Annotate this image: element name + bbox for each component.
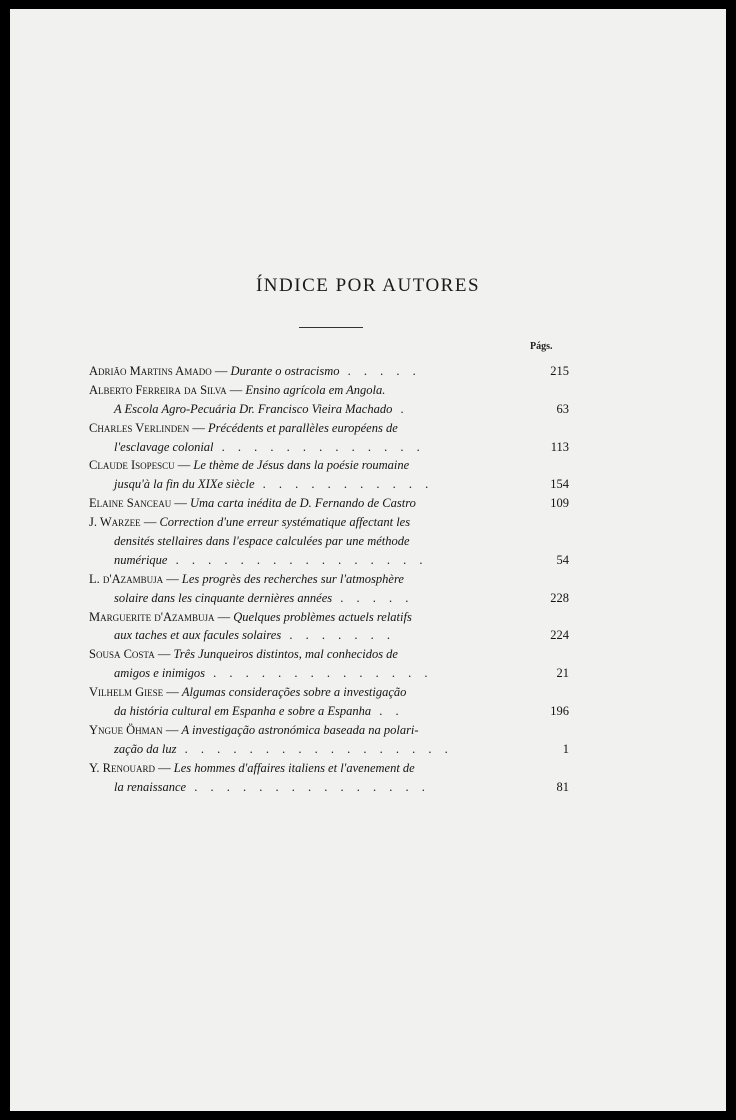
entry-page-number: 224 [550, 628, 569, 643]
entry-title: numérique [114, 552, 168, 567]
entry-separator: — [211, 364, 231, 378]
entry-title: Durante o ostracismo [230, 364, 340, 378]
entry-author: Yngue Öhman [89, 722, 163, 737]
leader-dots: . . . . . . . . . . . . . . . . . [176, 741, 453, 756]
entry-author: Alberto Ferreira da Silva [89, 382, 227, 397]
entry-title: Uma carta inédita de D. Fernando de Castro [189, 496, 416, 511]
leader-dots: . . . . . . . . . . . . . . [204, 666, 433, 681]
entry-title: l'esclavage colonial [114, 439, 214, 454]
index-entry [89, 513, 569, 570]
entry-separator: — [162, 722, 182, 737]
entry-title: Précédents et parallèles européens de [208, 420, 398, 435]
index-entry-line [89, 475, 569, 494]
entry-title: solaire dans les cinquante dernières années [114, 590, 333, 605]
entry-title: zação da luz [114, 741, 177, 756]
index-entry-line [89, 683, 569, 702]
author-index-list [89, 362, 569, 796]
entry-author: J. Warzee [89, 515, 141, 530]
leader-dots: . . . . . [339, 364, 421, 378]
entry-title: A investigação astronómica baseada na polari- [181, 722, 419, 737]
index-entry-line [89, 664, 569, 683]
entry-title: Correction d'une erreur systématique affectant les [159, 515, 411, 530]
entry-page-number: 154 [550, 477, 569, 492]
entry-title: Algumas considerações sobre a investigação [181, 685, 407, 700]
index-entry-line [89, 400, 569, 419]
entry-separator: — [163, 571, 182, 586]
entry-separator: — [154, 647, 174, 662]
index-entry [89, 721, 569, 759]
entry-author: Adrião Martins Amado [89, 364, 212, 378]
entry-author: Claude Isopescu [89, 458, 175, 473]
entry-title: Ensino agrícola em Angola. [245, 382, 386, 397]
index-entry [89, 362, 569, 381]
index-entry [89, 570, 569, 608]
title-rule [299, 327, 363, 328]
index-entry [89, 645, 569, 683]
entry-title: Les progrès des recherches sur l'atmosphère [181, 571, 404, 586]
index-entry [89, 759, 569, 797]
index-entry-line [89, 532, 569, 551]
index-entry-line [89, 456, 569, 475]
entry-separator: — [140, 515, 160, 530]
leader-dots: . . [371, 704, 404, 719]
entry-page-number: 1 [562, 741, 569, 756]
index-entry [89, 608, 569, 646]
entry-page-number: 63 [556, 401, 569, 416]
entry-title: la renaissance [114, 779, 187, 794]
entry-title: jusqu'à la fin du XIXe siècle [114, 477, 255, 492]
index-entry-line [89, 551, 569, 570]
entry-separator: — [155, 760, 174, 775]
leader-dots: . . . . . . . . . . . . . [213, 439, 425, 454]
index-entry-line [89, 494, 569, 513]
entry-separator: — [226, 382, 246, 397]
entry-page-number: 215 [550, 364, 569, 378]
document-page [10, 9, 726, 1111]
entry-page-number: 228 [550, 590, 569, 605]
index-entry-line [89, 645, 569, 664]
leader-dots: . [392, 401, 409, 416]
index-entry [89, 419, 569, 457]
page-title: ÍNDICE POR AUTORES [255, 275, 481, 296]
entry-author: L. d'Azambuja [89, 571, 164, 586]
entry-page-number: 54 [556, 552, 569, 567]
index-entry [89, 381, 569, 419]
index-entry-line [89, 702, 569, 721]
entry-separator: — [171, 496, 190, 511]
entry-page-number: 196 [550, 704, 569, 719]
index-entry-line [89, 608, 569, 627]
entry-page-number: 109 [550, 496, 569, 511]
entry-page-number: 113 [550, 439, 569, 454]
leader-dots: . . . . . [332, 590, 414, 605]
index-entry-line [89, 381, 569, 400]
leader-dots: . . . . . . . . . . . . . . . . [167, 552, 428, 567]
entry-separator: — [214, 609, 234, 624]
index-entry-line [89, 778, 569, 797]
entry-author: Charles Verlinden [89, 420, 190, 435]
index-entry [89, 456, 569, 494]
leader-dots: . . . . . . . [281, 628, 395, 643]
index-entry [89, 494, 569, 513]
entry-author: Sousa Costa [89, 647, 155, 662]
pages-column-header: Págs. [530, 341, 553, 352]
index-entry-line [89, 438, 569, 457]
entry-author: Vilhelm Giese [89, 685, 164, 700]
index-entry-line [89, 589, 569, 608]
entry-separator: — [189, 420, 209, 435]
index-entry-line [89, 721, 569, 740]
entry-page-number: 21 [556, 666, 569, 681]
entry-separator: — [174, 458, 194, 473]
index-entry-line [89, 759, 569, 778]
index-entry-line [89, 419, 569, 438]
entry-title: A Escola Agro-Pecuária Dr. Francisco Vieira Machado [114, 401, 393, 416]
leader-dots: . . . . . . . . . . . . . . . [186, 779, 430, 794]
index-entry-line [89, 740, 569, 759]
index-entry [89, 683, 569, 721]
entry-title: Les hommes d'affaires italiens et l'avenement de [173, 760, 415, 775]
index-entry-line [89, 570, 569, 589]
index-entry-line [89, 513, 569, 532]
entry-separator: — [163, 685, 182, 700]
index-entry-line [89, 362, 569, 381]
entry-title: densités stellaires dans l'espace calculées par une méthode [114, 534, 410, 549]
entry-title: da história cultural em Espanha e sobre a Espanha [114, 704, 372, 719]
entry-page-number: 81 [556, 779, 569, 794]
entry-author: Marguerite d'Azambuja [89, 609, 215, 624]
entry-title: amigos e inimigos [114, 666, 205, 681]
leader-dots: . . . . . . . . . . . [254, 477, 434, 492]
entry-title: aux taches et aux facules solaires [114, 628, 282, 643]
entry-title: Le thème de Jésus dans la poésie roumaine [193, 458, 410, 473]
entry-author: Elaine Sanceau [89, 496, 172, 511]
entry-author: Y. Renouard [89, 760, 156, 775]
index-entry-line [89, 626, 569, 645]
entry-title: Três Junqueiros distintos, mal conhecidos de [173, 647, 398, 662]
entry-title: Quelques problèmes actuels relatifs [233, 609, 412, 624]
